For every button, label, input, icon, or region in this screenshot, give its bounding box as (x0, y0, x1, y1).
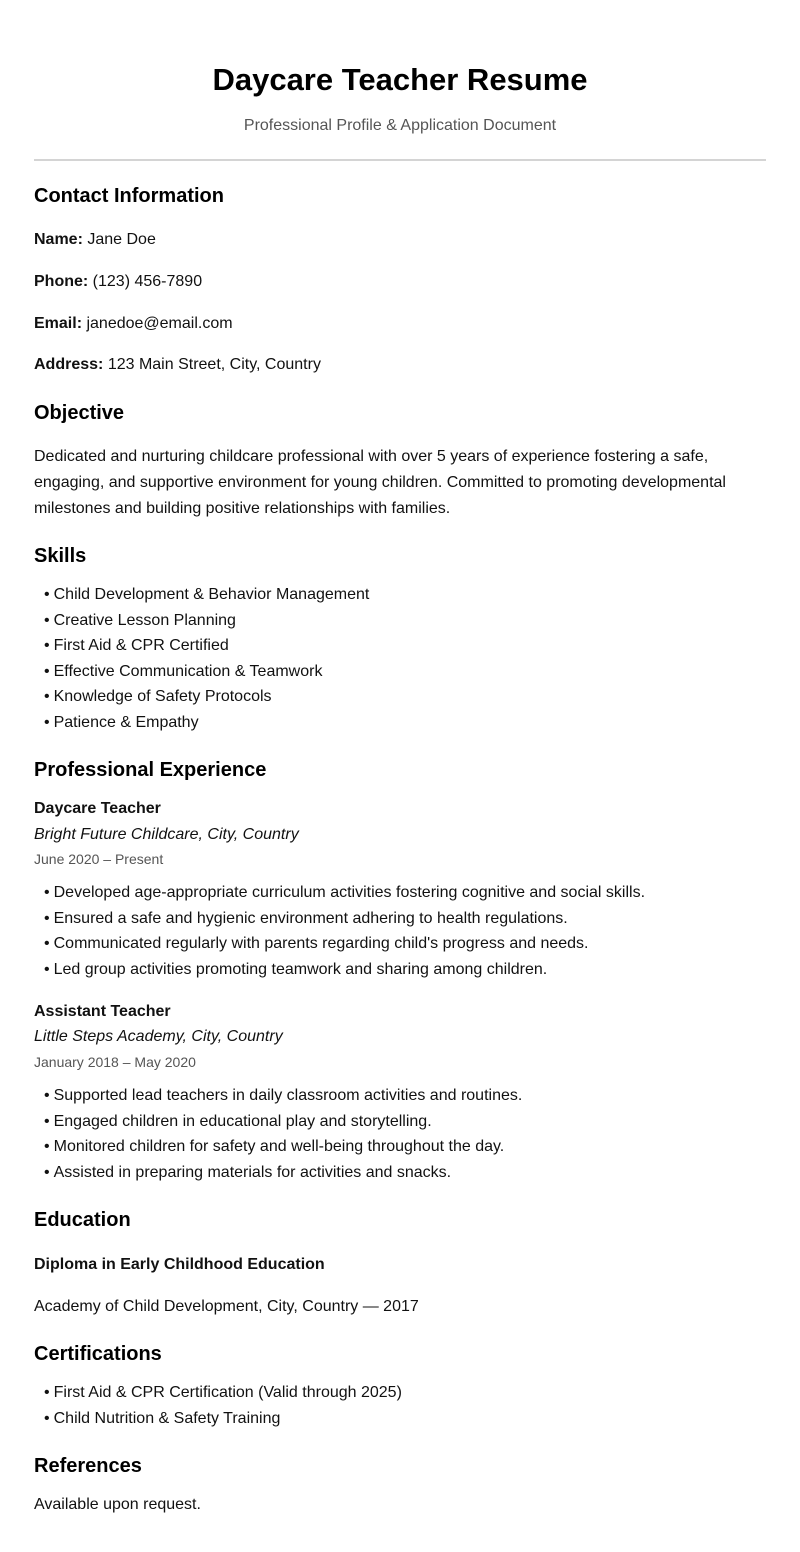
duty-text: Ensured a safe and hygienic environment adhering to health regulations. (53, 909, 568, 927)
header-divider (34, 159, 766, 161)
list-item: • Effective Communication & Teamwork (44, 662, 323, 680)
contact-name (34, 230, 766, 250)
job-dates: January 2018 – May 2020 (34, 1054, 196, 1070)
skill-text: Knowledge of Safety Protocols (53, 688, 272, 706)
skill-text: First Aid & CPR Certified (53, 637, 229, 655)
resume-page (34, 0, 766, 1513)
duty-text: Developed age-appropriate curriculum activities fostering cognitive and social skills. (53, 884, 646, 901)
skills-heading: Skills (34, 545, 87, 567)
list-item: • Communicated regularly with parents regarding child's progress and needs. (44, 935, 589, 953)
job-title: Daycare Teacher (34, 800, 161, 817)
page-subtitle: Professional Profile & Application Document (243, 117, 557, 134)
duty-text: Communicated regularly with parents regarding child's progress and needs. (53, 935, 589, 953)
phone-label: Phone: (34, 273, 89, 290)
objective-heading: Objective (34, 402, 125, 424)
list-item: • Creative Lesson Planning (44, 611, 236, 629)
list-item: • First Aid & CPR Certification (Valid through 2025) (44, 1384, 402, 1401)
references-heading: References (34, 1455, 142, 1477)
duty-text: Monitored children for safety and well-being throughout the day. (53, 1138, 505, 1156)
education-degree: Diploma in Early Childhood Education (34, 1256, 325, 1273)
contact-address (34, 355, 766, 375)
duty-text: Assisted in preparing materials for activities and snacks. (53, 1163, 452, 1181)
name-label: Name: (34, 231, 83, 248)
skill-text: Creative Lesson Planning (53, 611, 236, 629)
list-item: • Child Nutrition & Safety Training (44, 1409, 281, 1427)
skill-text: Patience & Empathy (53, 713, 199, 731)
address-value: 123 Main Street, City, Country (107, 356, 321, 373)
list-item: • Knowledge of Safety Protocols (44, 688, 272, 706)
page-title: Daycare Teacher Resume (212, 62, 588, 97)
list-item: • Monitored children for safety and well-being throughout the day. (44, 1138, 505, 1156)
duty-text: Supported lead teachers in daily classroom activities and routines. (53, 1087, 523, 1104)
phone-value: (123) 456-7890 (92, 273, 203, 290)
job-company: Bright Future Childcare, City, Country (34, 826, 299, 843)
duty-text: Engaged children in educational play and storytelling. (53, 1112, 432, 1130)
certifications-heading: Certifications (34, 1343, 162, 1365)
list-item: • Patience & Empathy (44, 713, 199, 731)
certification-text: Child Nutrition & Safety Training (53, 1409, 281, 1427)
address-label: Address: (34, 356, 104, 373)
list-item: • Led group activities promoting teamwork and sharing among children. (44, 960, 548, 978)
duty-text: Led group activities promoting teamwork and sharing among children. (53, 960, 548, 978)
skills-list (34, 582, 766, 736)
job-duties-list (34, 880, 766, 982)
list-item: • Developed age-appropriate curriculum activities fostering cognitive and social skills. (44, 884, 646, 901)
job-duties-list (34, 1083, 766, 1185)
list-item: • First Aid & CPR Certified (44, 637, 229, 655)
education-institution: Academy of Child Development, City, Country — 2017 (34, 1298, 419, 1315)
skill-text: Child Development & Behavior Management (53, 586, 370, 603)
job-title: Assistant Teacher (34, 1003, 171, 1020)
list-item: • Supported lead teachers in daily classroom activities and routines. (44, 1087, 523, 1104)
experience-heading: Professional Experience (34, 759, 267, 781)
contact-phone (34, 272, 766, 292)
list-item: • Child Development & Behavior Management (44, 586, 370, 603)
education-heading: Education (34, 1209, 131, 1231)
references-text: Available upon request. (34, 1496, 201, 1513)
contact-heading: Contact Information (34, 185, 224, 207)
certifications-list (34, 1380, 766, 1431)
list-item: • Assisted in preparing materials for activities and snacks. (44, 1163, 452, 1181)
email-label: Email: (34, 315, 83, 332)
objective-text: Dedicated and nurturing childcare professional with over 5 years of experience fostering a safe, engaging, and supportive environment for young children. Committed to promoting developmental milestones and building positive relationships with families. (34, 448, 726, 517)
job-company: Little Steps Academy, City, Country (34, 1028, 283, 1045)
skill-text: Effective Communication & Teamwork (53, 662, 323, 680)
email-value: janedoe@email.com (86, 315, 233, 332)
resume-header (34, 0, 766, 161)
list-item: • Ensured a safe and hygienic environment adhering to health regulations. (44, 909, 568, 927)
list-item: • Engaged children in educational play and storytelling. (44, 1112, 432, 1130)
contact-email (34, 314, 766, 334)
name-value: Jane Doe (87, 231, 156, 248)
certification-text: First Aid & CPR Certification (Valid through 2025) (53, 1384, 402, 1401)
job-dates: June 2020 – Present (34, 851, 164, 867)
